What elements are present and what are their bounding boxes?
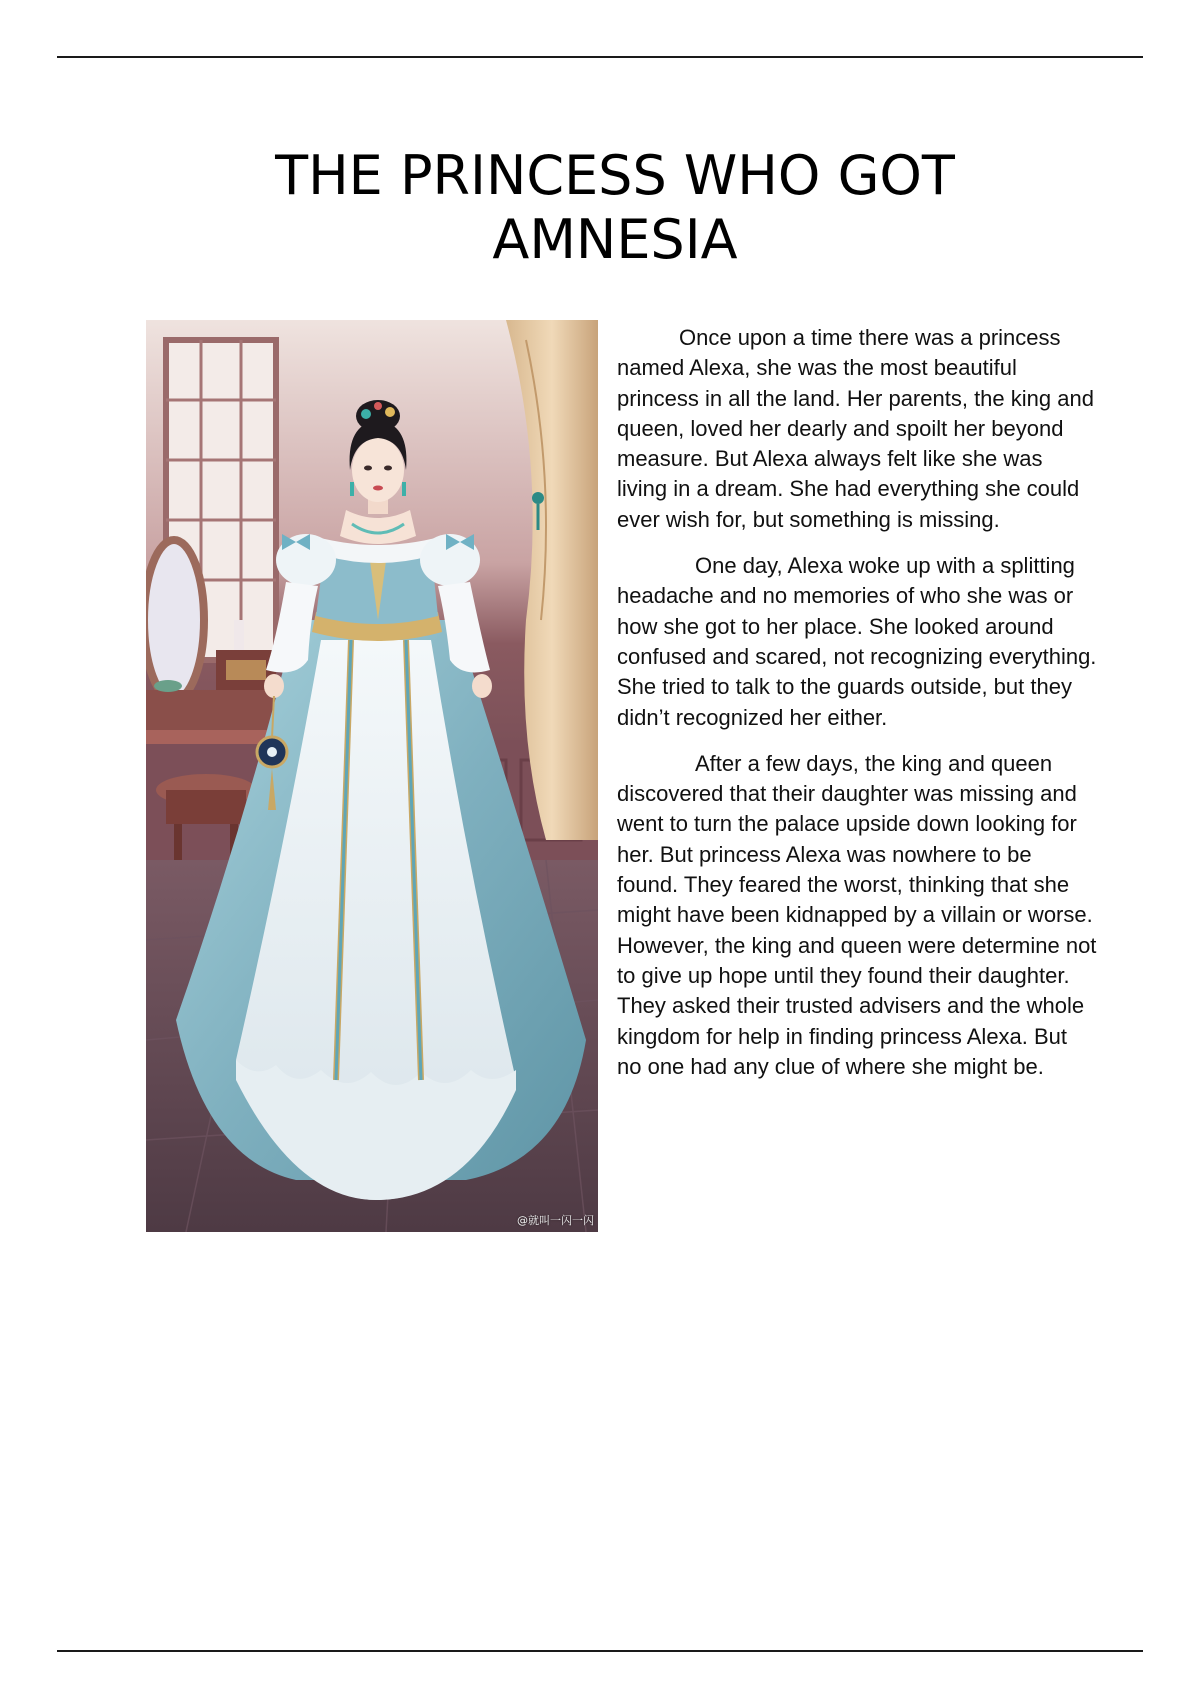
princess-illustration-art (146, 320, 598, 1232)
princess-illustration (146, 320, 598, 1232)
story-paragraph: After a few days, the king and queen discovered that their daughter was missing and went to turn the palace upside down looking for her. But princess Alexa was nowhere to be found. They feared the worst, thinking that she might have been kidnapped by a villain or worse. However, the king and queen were determine not to give up hope until they found their daughter. They asked their trusted advisers and the whole kingdom for help in finding princess Alexa. But no one had any clue of where she might be. (617, 750, 1097, 1079)
bottom-rule (57, 1650, 1143, 1652)
story-paragraph: One day, Alexa woke up with a splitting headache and no memories of who she was or how she got to her place. She looked around confused and scared, not recognizing everything. She tried to talk to the guards outside, but they didn’t recognized her either. (617, 553, 1097, 730)
story-paragraph: Once upon a time there was a princess named Alexa, she was the most beautiful princess in all the land. Her parents, the king and queen, loved her dearly and spoilt her beyond measure. But Alexa always felt like she was living in a dream. She had everything she could ever wish for, but something is missing. (617, 325, 1094, 532)
page-title: THE PRINCESS WHO GOT AMNESIA (275, 144, 955, 271)
story-text (617, 323, 1097, 1098)
top-rule (57, 56, 1143, 58)
illustration-watermark: @就叫一闪一闪 (517, 1214, 594, 1227)
